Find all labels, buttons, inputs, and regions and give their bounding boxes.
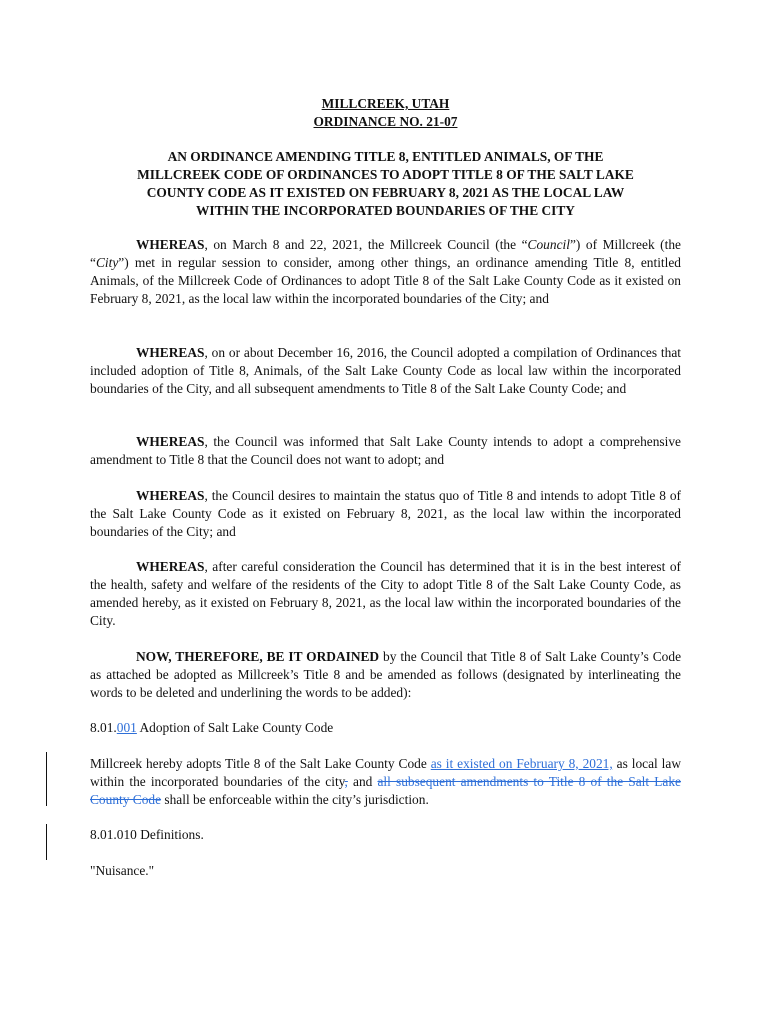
ordain-text: by the Council that Title 8 of Salt Lake County’s Code as attached be adopted as Millcreek’s Title 8 and be amended as follows (designated by interlineating the words to be deleted and underlining the words to be added): [90, 649, 682, 700]
section-body-adoption [90, 755, 681, 809]
council-term: Council [527, 237, 570, 252]
recital-text: , on or about December 16, 2016, the Council adopted a compilation of Ordinances that included adoption of Title 8, Animals, of the Salt Lake County Code as local law within the incorporated boundaries of the City, and all subsequent amendments to Title 8 of the Salt Lake County Code; and [90, 345, 681, 396]
body-text: shall be enforceable within the city’s jurisdiction. [161, 792, 429, 807]
inserted-text: as it existed on February 8, 2021, [430, 756, 613, 771]
ordain-keyword: NOW, THEREFORE, BE IT ORDAINED [136, 649, 380, 664]
recital-text: , after careful consideration the Council has determined that it is in the best interest of the health, safety and welfare of the residents of the City to adopt Title 8 of the Salt Lake County Code, as amended hereby, as it existed on February 8, 2021, as the local law within the incorporated boundaries of the City. [90, 559, 681, 628]
recital-4 [90, 487, 681, 541]
recital-text: , the Council desires to maintain the status quo of Title 8 and intends to adopt Title 8 of the Salt Lake County Code as it existed on February 8, 2021, as the local law within the incorporated boundaries of the City; and [90, 488, 681, 539]
body-text: and [347, 774, 378, 789]
body-text: as local law within the incorporated boundaries of the city [90, 756, 682, 789]
ordain-clause [90, 648, 681, 702]
recital-text: ”) met in regular session to consider, among other things, an ordinance amending Title 8, entitled Animals, of the Millcreek Code of Ordinances to adopt Title 8 of the Salt Lake County Code as it existed on February 8, 2021, as the local law within the incorporated boundaries of the City; and [90, 255, 681, 306]
recital-text: , on March 8 and 22, 2021, the Millcreek Council (the “ [204, 237, 528, 252]
whereas-keyword: WHEREAS [136, 434, 205, 449]
header-city: MILLCREEK, UTAH [321, 96, 450, 111]
section-heading-definitions: 8.01.010 Definitions. [90, 827, 204, 842]
city-term: City [95, 255, 119, 270]
section-title: Adoption of Salt Lake County Code [136, 720, 334, 735]
revision-change-bar [46, 824, 47, 860]
title-line-1: AN ORDINANCE AMENDING TITLE 8, ENTITLED ANIMALS, OF THE [167, 149, 604, 164]
deleted-comma: , [344, 774, 348, 789]
definition-term-nuisance: "Nuisance." [90, 863, 155, 878]
recital-1 [90, 236, 681, 308]
whereas-keyword: WHEREAS [136, 488, 205, 503]
recital-text: , the Council was informed that Salt Lake County intends to adopt a comprehensive amendment to Title 8 that the Council does not want to adopt; and [90, 434, 681, 467]
whereas-keyword: WHEREAS [136, 345, 205, 360]
whereas-keyword: WHEREAS [136, 237, 205, 252]
document-header [90, 95, 681, 131]
title-line-4: WITHIN THE INCORPORATED BOUNDARIES OF THE CITY [196, 203, 575, 218]
recital-text: ”) of Millcreek (the “ [90, 237, 681, 270]
inserted-section-number: 001 [116, 720, 137, 735]
section-prefix: 8.01. [90, 720, 117, 735]
header-ordinance-number: ORDINANCE NO. 21-07 [313, 114, 458, 129]
title-line-2: MILLCREEK CODE OF ORDINANCES TO ADOPT TITLE 8 OF THE SALT LAKE [137, 167, 634, 182]
whereas-keyword: WHEREAS [136, 559, 205, 574]
ordinance-title [90, 148, 681, 220]
title-line-3: COUNTY CODE AS IT EXISTED ON FEBRUARY 8, 2021 AS THE LOCAL LAW [146, 185, 625, 200]
revision-change-bar [46, 752, 47, 806]
recital-5 [90, 558, 681, 630]
body-text: Millcreek hereby adopts Title 8 of the Salt Lake County Code [90, 756, 431, 771]
recital-3 [90, 433, 681, 469]
deleted-text: all subsequent amendments to Title 8 of the Salt Lake County Code [90, 774, 681, 807]
section-heading-adoption [90, 719, 681, 737]
recital-2 [90, 344, 681, 398]
